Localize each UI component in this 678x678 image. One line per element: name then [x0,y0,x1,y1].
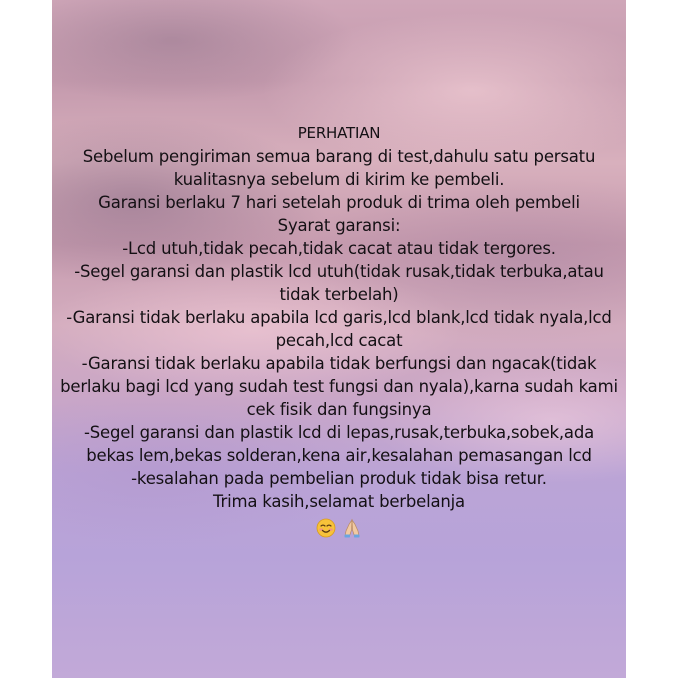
notice-line: Garansi berlaku 7 hari setelah produk di trima oleh pembeli [98,193,580,212]
notice-line: kualitasnya sebelum di kirim ke pembeli. [173,170,505,189]
notice-line: pecah,lcd cacat [275,331,403,350]
notice-line: Trima kasih,selamat berbelanja [213,492,465,511]
folded-hands-icon [342,518,362,538]
notice-title: PERHATIAN [297,124,381,142]
notice-line: cek fisik dan fungsinya [246,400,432,419]
notice-line: -Lcd utuh,tidak pecah,tidak cacat atau tidak tergores. [122,239,556,258]
notice-line: -Segel garansi dan plastik lcd utuh(tidak rusak,tidak terbuka,atau [74,262,604,281]
notice-line: tidak terbelah) [279,285,399,304]
notice-line: Sebelum pengiriman semua barang di test,dahulu satu persatu [82,147,596,166]
emoji-row [52,515,626,538]
notice-line: bekas lem,bekas solderan,kena air,kesalahan pemasangan lcd [86,446,592,465]
notice-line: berlaku bagi lcd yang sudah test fungsi dan nyala),karna sudah kami [60,377,618,396]
warranty-notice [52,122,626,538]
notice-line: -kesalahan pada pembelian produk tidak bisa retur. [131,469,547,488]
smiling-face-icon [316,518,336,538]
notice-line: Syarat garansi: [277,216,401,235]
notice-line: -Garansi tidak berlaku apabila tidak berfungsi dan ngacak(tidak [81,354,597,373]
notice-line: -Garansi tidak berlaku apabila lcd garis,lcd blank,lcd tidak nyala,lcd [66,308,612,327]
sunset-sky-background [52,0,626,678]
notice-line: -Segel garansi dan plastik lcd di lepas,rusak,terbuka,sobek,ada [83,423,595,442]
